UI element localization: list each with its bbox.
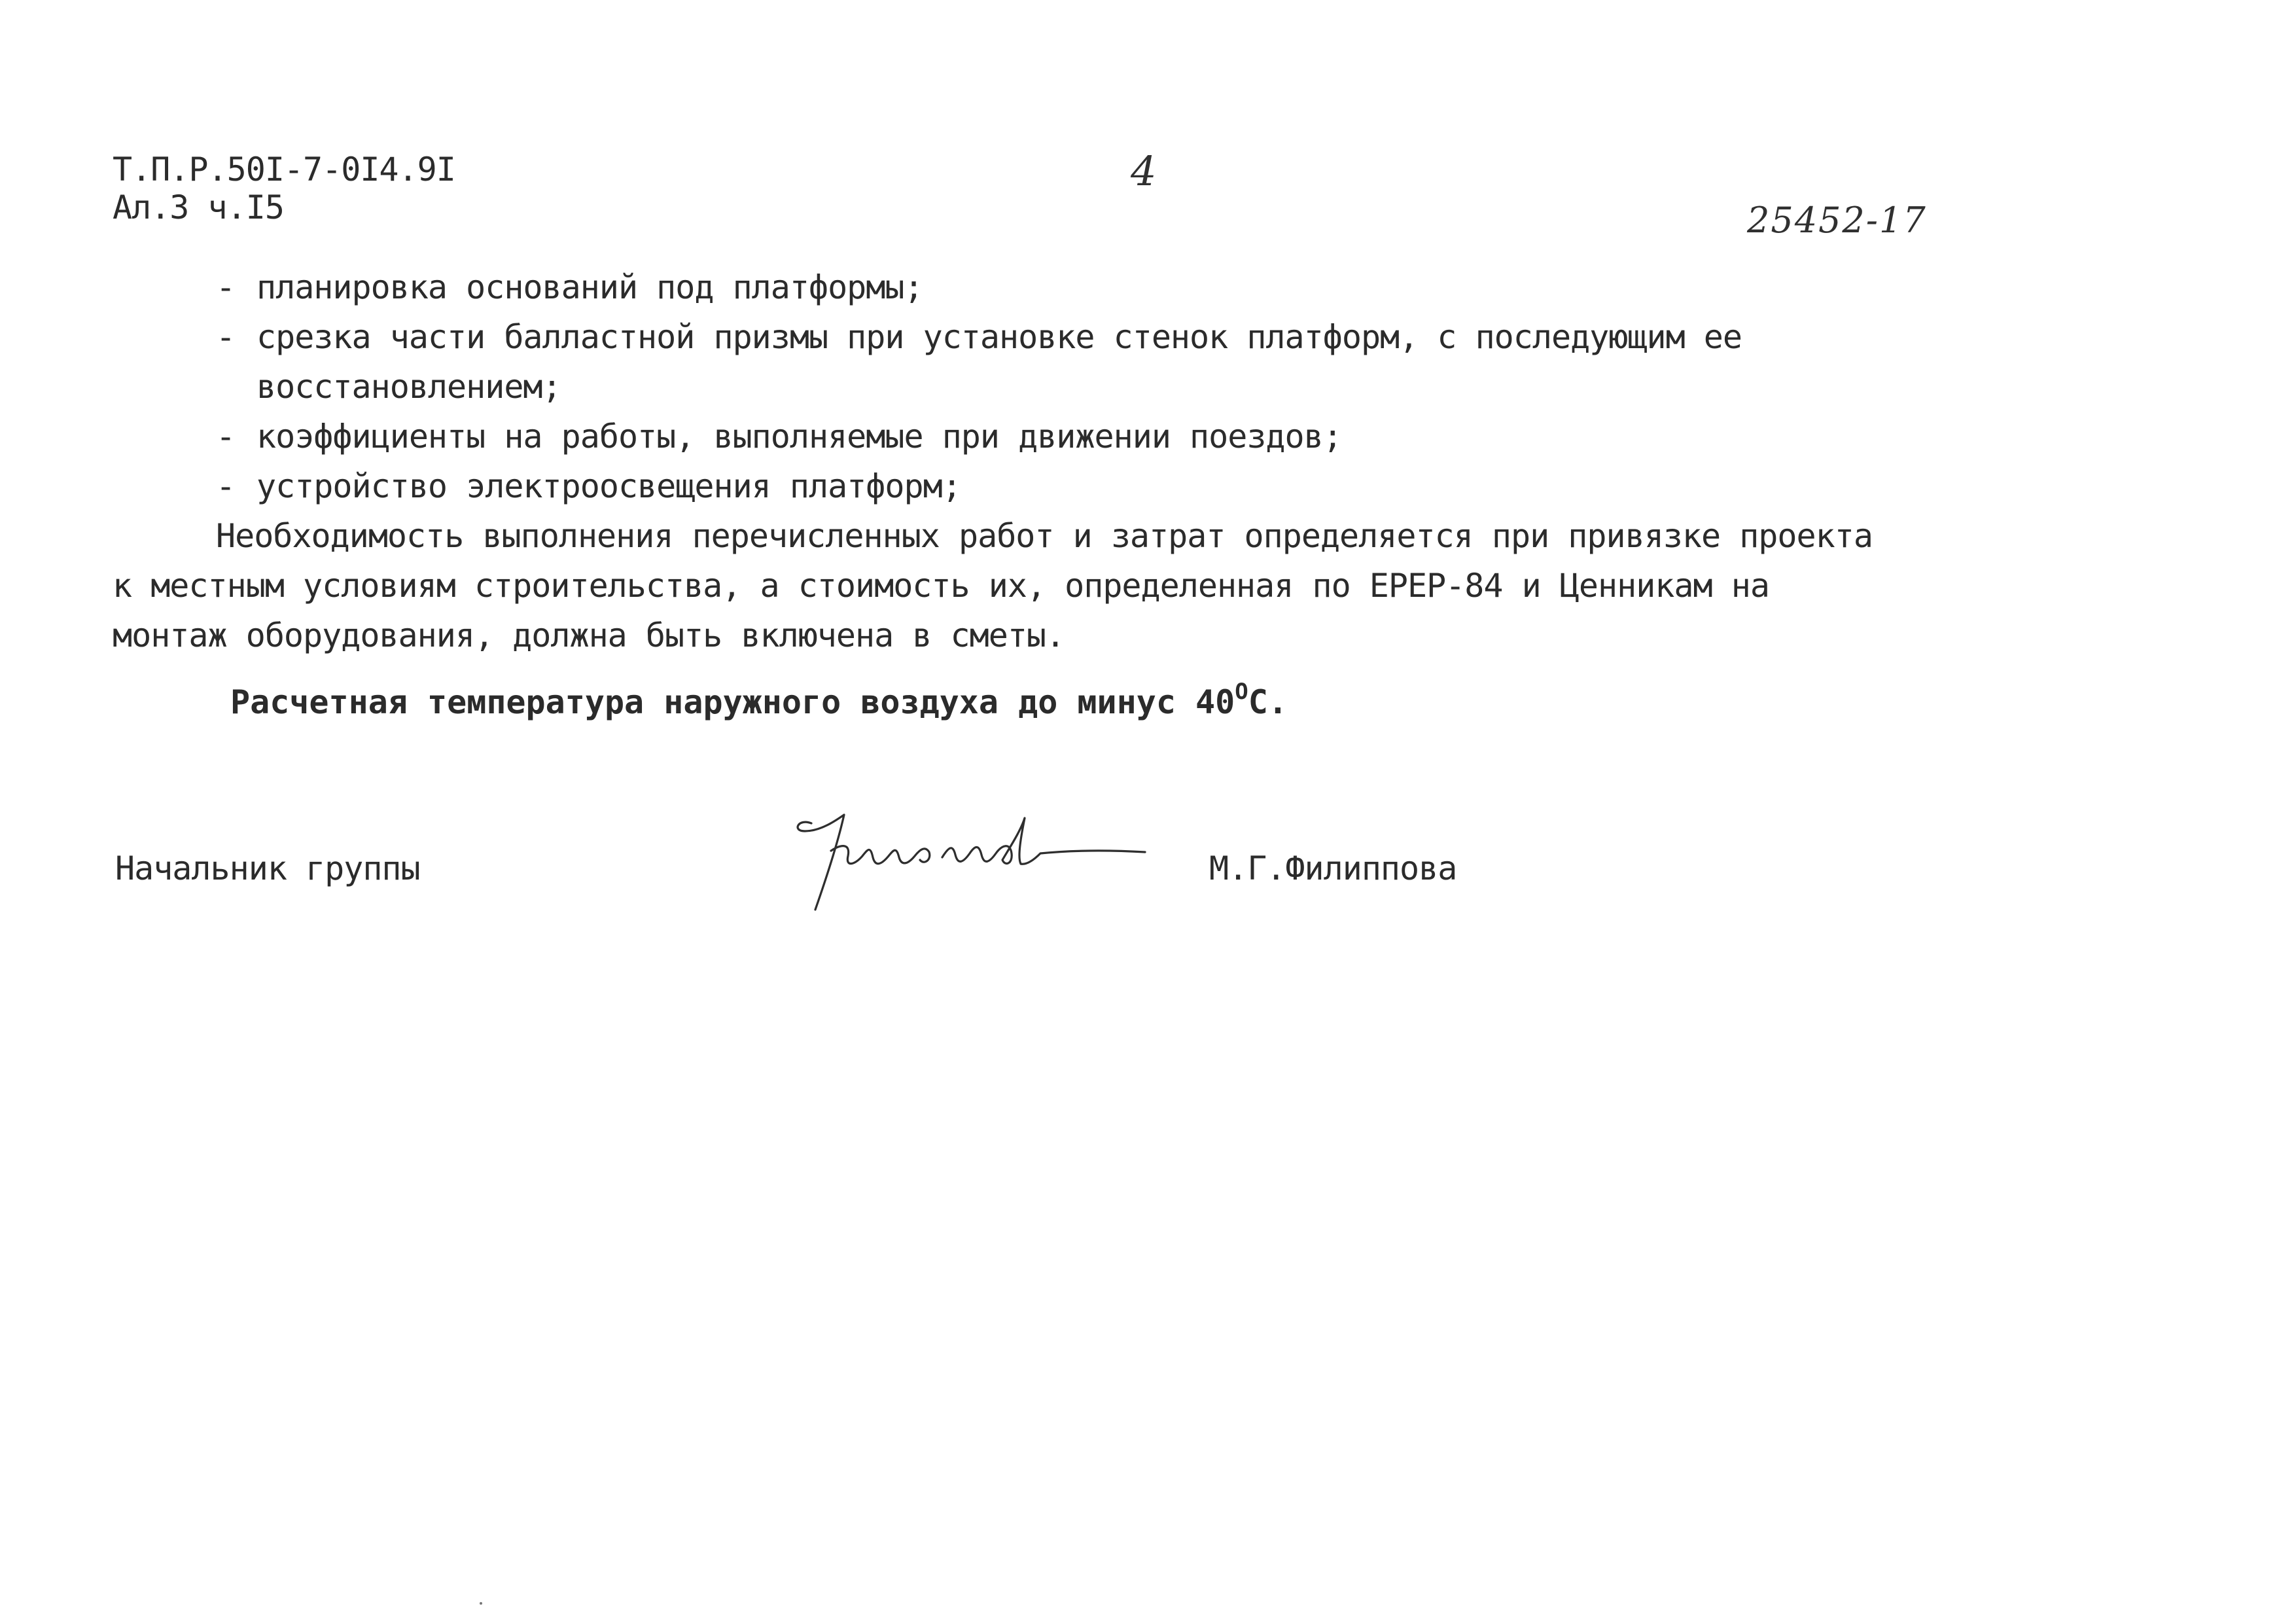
temperature-text: Расчетная температура наружного воздуха до минус 40 [230,683,1235,721]
list-item-text: устройство электроосвещения платформ; [256,467,961,505]
list-item-text: планировка оснований под платформы; [256,268,923,306]
signer-title: Начальник группы [115,849,420,887]
list-dash: - [216,418,236,455]
signer-name: М.Г.Филиппова [1209,849,1457,887]
document-code: Т.П.Р.50I-7-0I4.9I [113,151,455,188]
list-dash: - [216,318,236,356]
paragraph-line: Необходимость выполнения перечисленных работ и затрат определяется при привязке проекта [216,517,1873,555]
handwritten-signature [792,805,1158,916]
list-item [216,263,923,312]
degree-sign: О [1235,679,1248,705]
list-item-text: срезка части балластной призмы при установке стенок платформ, с последующим ее [256,318,1742,356]
page-number: 4 [1131,147,1157,195]
list-dash: - [216,467,236,505]
scan-speck [480,1602,482,1605]
temperature-unit: С. [1248,683,1288,721]
list-item [216,313,1742,361]
list-item [216,412,1342,461]
paragraph-line: монтаж оборудования, должна быть включена в сметы. [113,616,1065,654]
list-item-continuation: восстановлением; [256,368,561,406]
archive-number: 25452-17 [1747,200,1927,241]
document-part: Ал.3 ч.I5 [113,188,284,226]
paragraph-line: к местным условиям строительства, а стоимость их, определенная по ЕРЕР-84 и Ценникам на [113,567,1769,605]
list-dash: - [216,268,236,306]
temperature-note [230,678,1288,726]
list-item [216,462,961,510]
list-item-text: коэффициенты на работы, выполняемые при движении поездов; [256,418,1342,455]
